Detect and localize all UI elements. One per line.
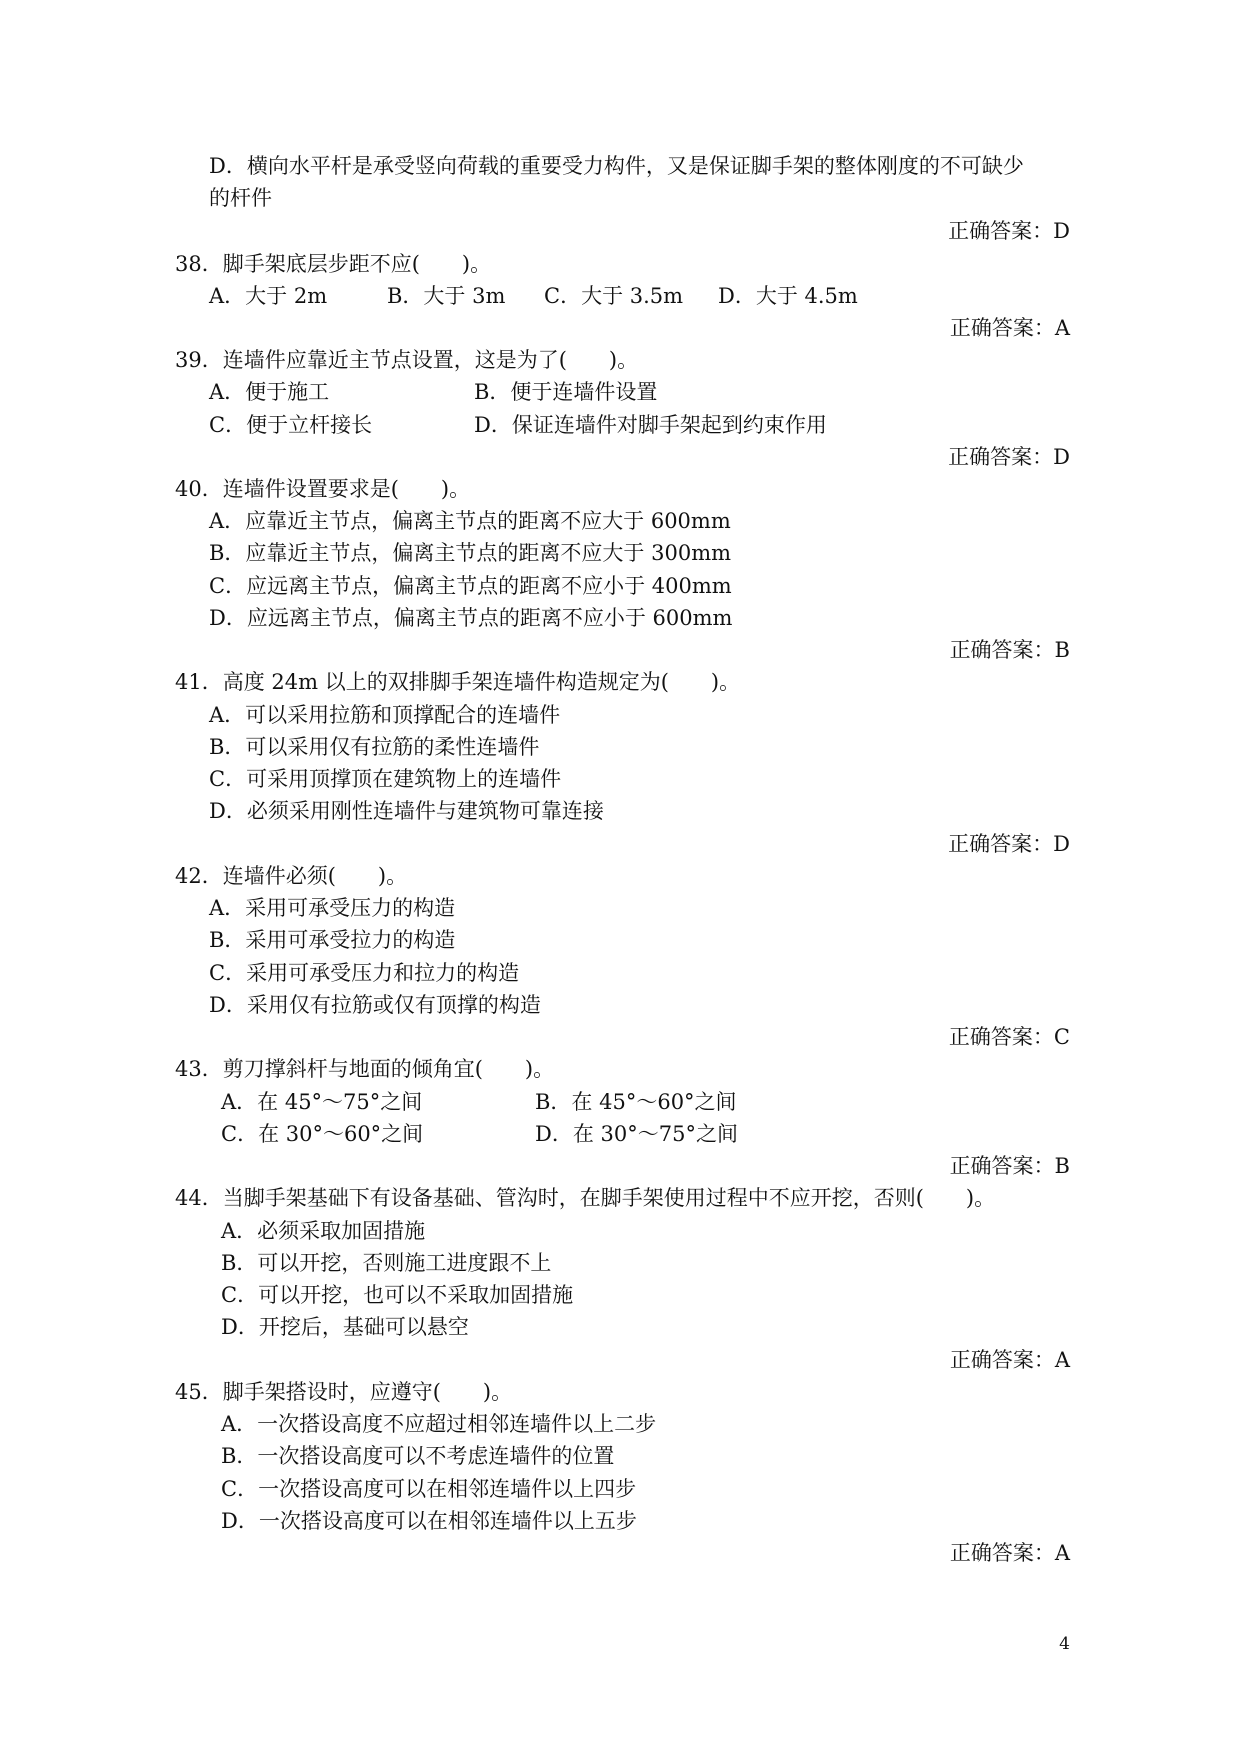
q40-option-b: B．应靠近主节点，偏离主节点的距离不应大于 300mm xyxy=(209,541,732,565)
q42-answer: 正确答案：C xyxy=(948,1025,1070,1049)
q39-option-c: C．便于立杆接长 xyxy=(209,413,373,437)
q38-option-c: C．大于 3.5m xyxy=(544,284,684,308)
q43-option-a: A．在 45°～75°之间 xyxy=(221,1090,423,1114)
q44-option-a: A．必须采取加固措施 xyxy=(221,1219,426,1243)
q40-option-a: A．应靠近主节点，偏离主节点的距离不应大于 600mm xyxy=(209,509,731,533)
q41-option-d: D．必须采用刚性连墙件与建筑物可靠连接 xyxy=(209,799,604,823)
q41-option-b: B．可以采用仅有拉筋的柔性连墙件 xyxy=(209,735,540,759)
q45-option-a: A．一次搭设高度不应超过相邻连墙件以上二步 xyxy=(221,1412,657,1436)
page-number: 4 xyxy=(1059,1634,1070,1654)
q39-question: 39．连墙件应靠近主节点设置，这是为了( )。 xyxy=(175,348,639,372)
q41-question: 41．高度 24m 以上的双排脚手架连墙件构造规定为( )。 xyxy=(175,670,741,694)
q45-answer: 正确答案：A xyxy=(949,1541,1070,1565)
q38-option-b: B．大于 3m xyxy=(387,284,506,308)
q42-option-c: C．采用可承受压力和拉力的构造 xyxy=(209,961,520,985)
q43-option-d: D．在 30°～75°之间 xyxy=(535,1122,738,1146)
q45-option-b: B．一次搭设高度可以不考虑连墙件的位置 xyxy=(221,1444,615,1468)
q44-question: 44．当脚手架基础下有设备基础、管沟时，在脚手架使用过程中不应开挖，否则( )。 xyxy=(175,1186,996,1210)
q41-answer: 正确答案：D xyxy=(948,832,1070,856)
q43-question: 43．剪刀撑斜杆与地面的倾角宜( )。 xyxy=(175,1057,555,1081)
q45-question: 45．脚手架搭设时，应遵守( )。 xyxy=(175,1380,513,1404)
q43-answer: 正确答案：B xyxy=(949,1154,1070,1178)
q40-answer: 正确答案：B xyxy=(949,638,1070,662)
q37-option-d-line1: D．横向水平杆是承受竖向荷载的重要受力构件，又是保证脚手架的整体刚度的不可缺少 xyxy=(209,154,1024,178)
q39-option-a: A．便于施工 xyxy=(209,380,330,404)
q37-option-d-line2: 的杆件 xyxy=(209,186,272,210)
q39-answer: 正确答案：D xyxy=(948,445,1070,469)
q42-question: 42．连墙件必须( )。 xyxy=(175,864,408,888)
q44-option-d: D．开挖后，基础可以悬空 xyxy=(221,1315,469,1339)
q39-option-d: D．保证连墙件对脚手架起到约束作用 xyxy=(474,413,827,437)
q38-option-d: D．大于 4.5m xyxy=(718,284,858,308)
q41-option-a: A．可以采用拉筋和顶撑配合的连墙件 xyxy=(209,703,561,727)
q38-option-a: A．大于 2m xyxy=(209,284,328,308)
q39-option-b: B．便于连墙件设置 xyxy=(474,380,658,404)
q45-option-d: D．一次搭设高度可以在相邻连墙件以上五步 xyxy=(221,1509,637,1533)
q45-option-c: C．一次搭设高度可以在相邻连墙件以上四步 xyxy=(221,1477,637,1501)
q42-option-d: D．采用仅有拉筋或仅有顶撑的构造 xyxy=(209,993,541,1017)
q43-option-c: C．在 30°～60°之间 xyxy=(221,1122,424,1146)
q40-question: 40．连墙件设置要求是( )。 xyxy=(175,477,471,501)
q44-option-c: C．可以开挖，也可以不采取加固措施 xyxy=(221,1283,574,1307)
q44-answer: 正确答案：A xyxy=(949,1348,1070,1372)
q37-answer: 正确答案：D xyxy=(948,219,1070,243)
q42-option-b: B．采用可承受拉力的构造 xyxy=(209,928,456,952)
q40-option-c: C．应远离主节点，偏离主节点的距离不应小于 400mm xyxy=(209,574,732,598)
q40-option-d: D．应远离主节点，偏离主节点的距离不应小于 600mm xyxy=(209,606,733,630)
q42-option-a: A．采用可承受压力的构造 xyxy=(209,896,456,920)
q41-option-c: C．可采用顶撑顶在建筑物上的连墙件 xyxy=(209,767,562,791)
q44-option-b: B．可以开挖，否则施工进度跟不上 xyxy=(221,1251,552,1275)
q38-answer: 正确答案：A xyxy=(949,316,1070,340)
q38-question: 38．脚手架底层步距不应( )。 xyxy=(175,252,492,276)
q43-option-b: B．在 45°～60°之间 xyxy=(535,1090,737,1114)
